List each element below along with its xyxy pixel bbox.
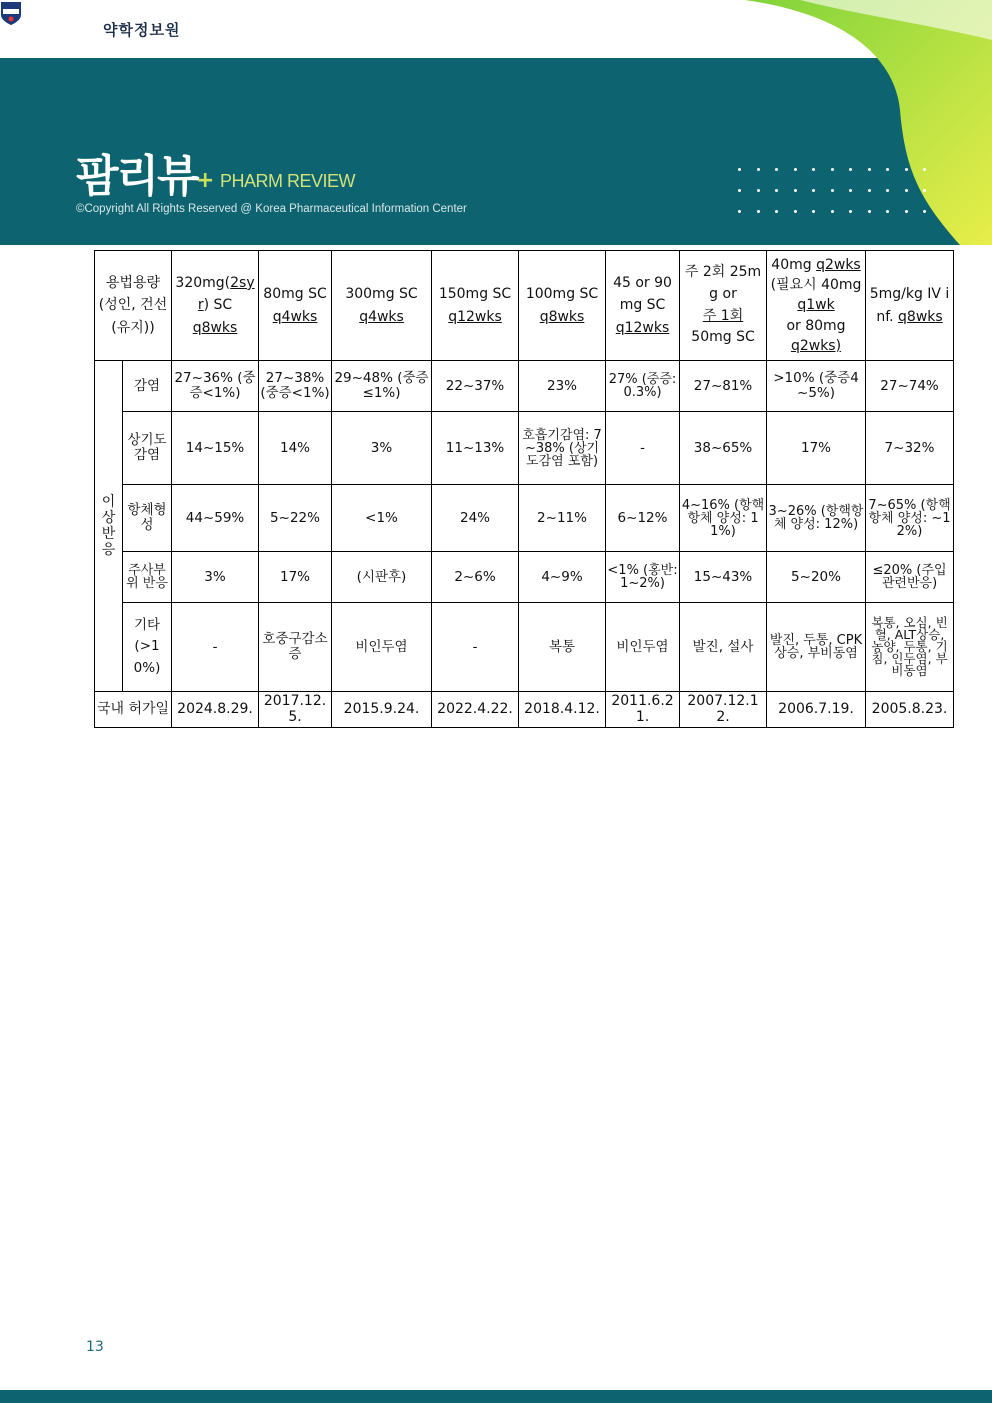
table-cell: - — [606, 412, 680, 485]
table-row — [95, 361, 954, 412]
row-label: 기타 (>10%) — [123, 603, 172, 692]
decorative-dot — [849, 210, 852, 213]
dosage-label: 용법용량 (성인, 건선(유지)) — [95, 251, 172, 361]
table-row — [95, 412, 954, 485]
decorative-dot — [849, 168, 852, 171]
table-row — [95, 603, 954, 692]
comparison-table — [94, 250, 954, 728]
logo-text: 약학정보원 — [103, 21, 181, 39]
decorative-dot — [738, 168, 741, 171]
page-number: 13 — [86, 1339, 104, 1355]
table-cell: 발진, 두통, CPK상승, 부비동염 — [767, 603, 866, 692]
table-cell: 3% — [332, 412, 432, 485]
decorative-dot — [775, 210, 778, 213]
table-cell: 복통, 오심, 빈혈, ALT상승, 농양, 두통, 기침, 인두염, 부비동염 — [866, 603, 954, 692]
row-label: 감염 — [123, 361, 172, 412]
decorative-dot — [905, 210, 908, 213]
decorative-dot — [868, 210, 871, 213]
table-cell: <1% — [332, 485, 432, 552]
table-cell: 5~20% — [767, 552, 866, 603]
table-cell: 24% — [432, 485, 519, 552]
row-label: 상기도 감염 — [123, 412, 172, 485]
decorative-dot — [775, 189, 778, 192]
decorative-dot — [812, 210, 815, 213]
row-label: 주사부위 반응 — [123, 552, 172, 603]
decorative-dot — [905, 189, 908, 192]
table-cell: 17% — [259, 552, 332, 603]
table-cell: 복통 — [519, 603, 606, 692]
table-cell: 2024.8.29. — [172, 692, 259, 728]
header-cell: 150mg SC q12wks — [432, 251, 519, 361]
table-cell: 3~26% (항핵항체 양성: 12%) — [767, 485, 866, 552]
table-cell: 3% — [172, 552, 259, 603]
table-row — [95, 552, 954, 603]
header-cell: 320mg(2syr) SC q8wks — [172, 251, 259, 361]
table-cell: >10% (중증4~5%) — [767, 361, 866, 412]
table-cell: 27% (중증:0.3%) — [606, 361, 680, 412]
decorative-dot — [886, 189, 889, 192]
header-row — [95, 251, 954, 361]
table-cell: 2017.12.5. — [259, 692, 332, 728]
table-cell: 2007.12.12. — [680, 692, 767, 728]
table-cell: 2015.9.24. — [332, 692, 432, 728]
decorative-dot — [794, 189, 797, 192]
table-cell: (시판후) — [332, 552, 432, 603]
table-cell: 22~37% — [432, 361, 519, 412]
decorative-dot — [868, 168, 871, 171]
brand-subtitle: PHARM REVIEW — [220, 171, 356, 191]
table-cell: 2~11% — [519, 485, 606, 552]
table-cell: 호흡기감염: 7~38% (상기도감염 포함) — [519, 412, 606, 485]
table-cell: 4~16% (항핵항체 양성: 11%) — [680, 485, 767, 552]
decorative-dot — [923, 168, 926, 171]
table-cell: 44~59% — [172, 485, 259, 552]
decorative-dot — [794, 168, 797, 171]
table-row — [95, 692, 954, 728]
table-cell: 4~9% — [519, 552, 606, 603]
decorative-dot — [738, 210, 741, 213]
table-cell: 11~13% — [432, 412, 519, 485]
table-cell: ≤20% (주입관련반응) — [866, 552, 954, 603]
table-cell: 6~12% — [606, 485, 680, 552]
table-cell: 2~6% — [432, 552, 519, 603]
table-cell: 14% — [259, 412, 332, 485]
decorative-dot — [794, 210, 797, 213]
decorative-dot — [831, 168, 834, 171]
decorative-dot — [757, 189, 760, 192]
row-label: 국내 허가일 — [95, 692, 172, 728]
kpic-shield-icon — [0, 0, 22, 26]
header-cell: 100mg SC q8wks — [519, 251, 606, 361]
decorative-dot — [812, 168, 815, 171]
decorative-dot — [905, 168, 908, 171]
decorative-dot — [738, 189, 741, 192]
brand-plus: + — [196, 168, 215, 193]
decorative-dot — [923, 210, 926, 213]
decorative-dot — [886, 210, 889, 213]
table-cell: 23% — [519, 361, 606, 412]
table-cell: 2005.8.23. — [866, 692, 954, 728]
side-label: 이상반응 — [95, 361, 123, 692]
table-cell: 호중구감소증 — [259, 603, 332, 692]
table-cell: 5~22% — [259, 485, 332, 552]
table-cell: 27~74% — [866, 361, 954, 412]
brand-title: 팜리뷰 — [76, 151, 198, 202]
decorative-dot — [757, 210, 760, 213]
decorative-dot — [831, 189, 834, 192]
row-label: 항체형성 — [123, 485, 172, 552]
table-cell: 7~32% — [866, 412, 954, 485]
table-cell: 비인두염 — [332, 603, 432, 692]
table-cell: 29~48% (중증≤1%) — [332, 361, 432, 412]
table-cell: <1% (홍반: 1~2%) — [606, 552, 680, 603]
table-cell: - — [172, 603, 259, 692]
table-cell: 27~81% — [680, 361, 767, 412]
decorative-dot — [831, 210, 834, 213]
header-cell: 주 2회 25mg or 주 1회 50mg SC — [680, 251, 767, 361]
decorative-dot — [812, 189, 815, 192]
header-cell: 300mg SC q4wks — [332, 251, 432, 361]
decorative-dot-grid — [738, 168, 938, 220]
table-cell: 17% — [767, 412, 866, 485]
table-cell: 38~65% — [680, 412, 767, 485]
decorative-dot — [849, 189, 852, 192]
decorative-dot — [868, 189, 871, 192]
decorative-dot — [757, 168, 760, 171]
header-cell: 5mg/kg IV inf. q8wks — [866, 251, 954, 361]
page-header — [0, 0, 992, 245]
table-cell: 14~15% — [172, 412, 259, 485]
table-cell: 2006.7.19. — [767, 692, 866, 728]
header-cell: 80mg SC q4wks — [259, 251, 332, 361]
copyright-text: ©Copyright All Rights Reserved @ Korea Pharmaceutical Information Center — [76, 203, 467, 215]
table-cell: 발진, 설사 — [680, 603, 767, 692]
table-cell: 27~36% (중증<1%) — [172, 361, 259, 412]
header-cell: 40mg q2wks (필요시 40mg q1wk or 80mg q2wks) — [767, 251, 866, 361]
table-cell: 2011.6.21. — [606, 692, 680, 728]
header-cell: 45 or 90mg SC q12wks — [606, 251, 680, 361]
table-cell: 2022.4.22. — [432, 692, 519, 728]
table-cell: 비인두염 — [606, 603, 680, 692]
decorative-dot — [775, 168, 778, 171]
table-cell: - — [432, 603, 519, 692]
footer-bar — [0, 1390, 992, 1403]
decorative-dot — [886, 168, 889, 171]
table-cell: 27~38% (중증<1%) — [259, 361, 332, 412]
table-cell: 7~65% (항핵항체 양성: ~12%) — [866, 485, 954, 552]
table-cell: 2018.4.12. — [519, 692, 606, 728]
table-cell: 15~43% — [680, 552, 767, 603]
table-row — [95, 485, 954, 552]
decorative-dot — [923, 189, 926, 192]
